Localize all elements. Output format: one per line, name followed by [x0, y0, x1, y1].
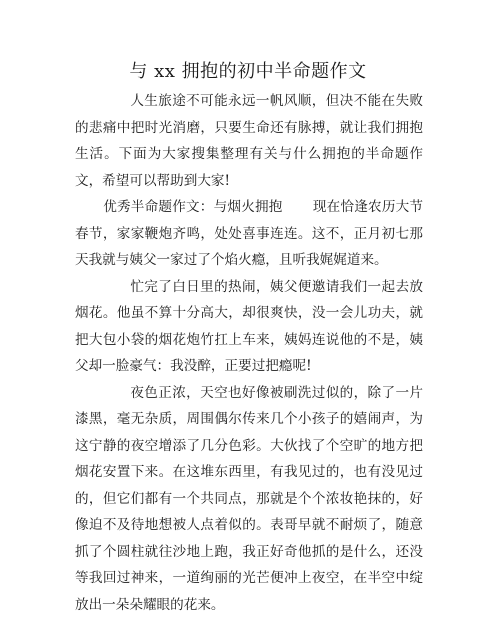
paragraph-intro: [75, 88, 423, 194]
paragraph-fireworks-prep-text: 忙完了白日里的热闹，姨父便邀请我们一起去放烟花。他虽不算十分高大，却很爽快，没一会儿功夫，就把大包小袋的烟花炮竹扛上车来，姨妈连说他的不是，姨父却一脸豪气：我没醉，正要过把瘾呢!: [75, 279, 423, 375]
document-title: 与 xx 拥抱的初中半命题作文: [0, 59, 496, 85]
document-body: [75, 88, 423, 618]
paragraph-night-scene-continuation: 一道绚丽的光芒便冲上夜空，在半空中绽放出一朵朵耀眼的花来。: [75, 570, 423, 613]
paragraph-night-scene: [75, 380, 423, 618]
essay-heading-text: 优秀半命题作文：与烟火拥抱: [103, 199, 283, 215]
essay-opening-text: 现在恰逢农历大节春节，家家鞭炮齐鸣，处处喜事连连。这不，正月初七那天我就与姨父一家过了个焰火瘾，且听我娓娓道来。: [75, 199, 423, 268]
paragraph-intro-text: 人生旅途不可能永远一帆风顺，但决不能在失败的悲痛中把时光消磨，只要生命还有脉搏，就让我们拥抱生活。下面为大家搜集整理有关与什么拥抱的半命题作文，希望可以帮助到大家!: [75, 93, 423, 189]
paragraph-night-scene-text: 夜色正浓，天空也好像被刷洗过似的，除了一片漆黑，毫无杂质，周围偶尔传来几个小孩子的嬉闹声，为这宁静的夜空增添了几分色彩。大伙找了个空旷的地方把烟花安置下来。在这堆东西里，有我见过的，也有没见过的，但它们都有一个共同点，那就是个个浓妆艳抹的，好像迫不及待地想被人点着似的。表哥早就不耐烦了，随意抓了个圆柱就往沙地上跑，我正好奇他抓的是什么，还没等我回过神来，: [75, 385, 423, 587]
paragraph-fireworks-prep: [75, 274, 423, 380]
paragraph-essay-heading: [75, 194, 423, 274]
